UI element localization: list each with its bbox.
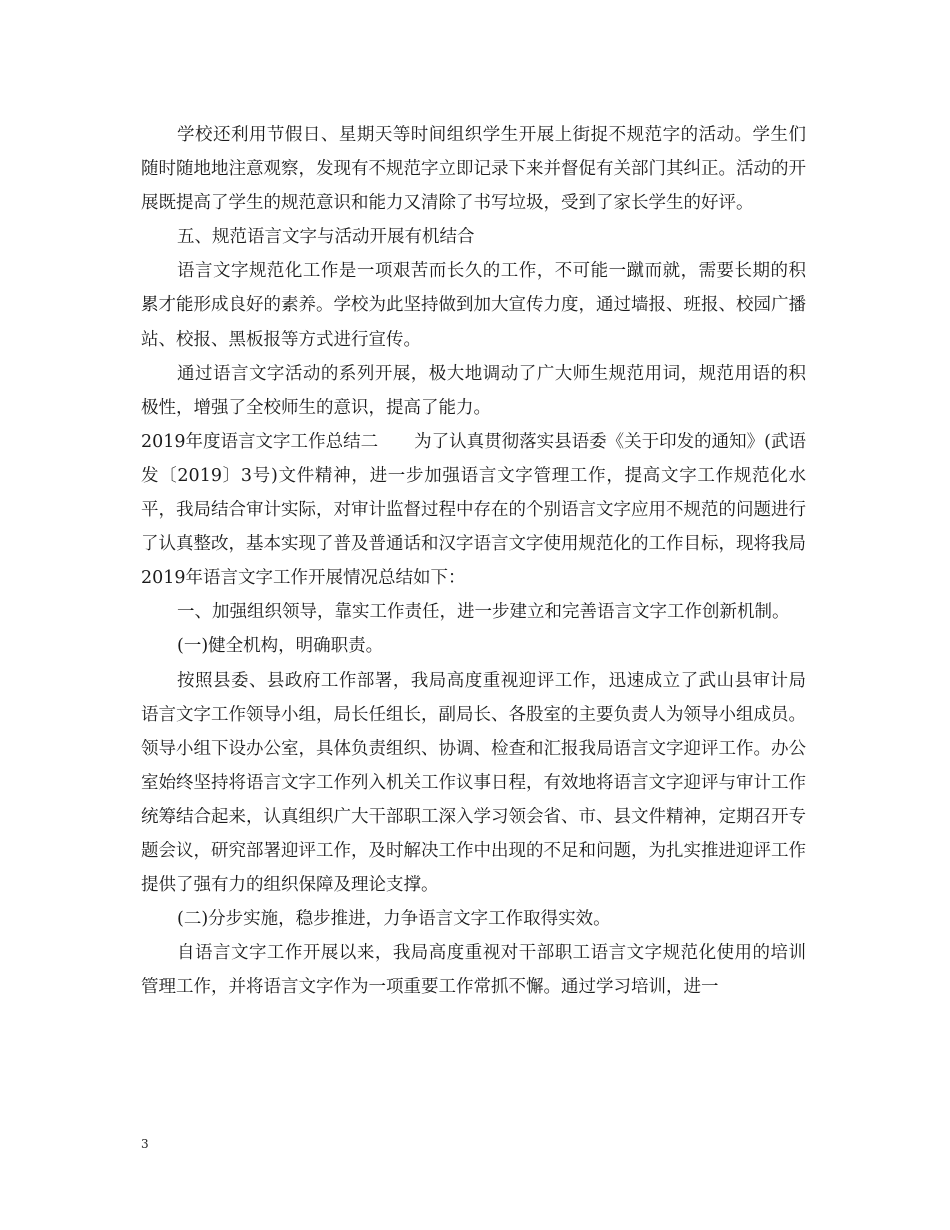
paragraph-training: 自语言文字工作开展以来，我局高度重视对干部职工语言文字规范化使用的培训管理工作，并将语言文字作为一项重要工作常抓不懈。通过学习培训，进一 — [141, 943, 806, 998]
document-body — [141, 118, 806, 1004]
section-lead: 为了认真贯彻落实县语委《关于印发的通知》(武语发〔2019〕3号)文件精神，进一步加强语言文字管理工作，提高文字工作规范化水平，我局结合审计实际，对审计监督过程中存在的个别语言文字应用不规范的问题进行了认真整改，基本实现了普及普通话和汉字语言文字使用规范化的工作目标，现将我局2019年语言文字工作开展情况总结如下： — [141, 431, 807, 589]
heading-part-one: 一、加强组织领导，靠实工作责任，进一步建立和完善语言文字工作创新机制。 — [177, 602, 790, 623]
paragraph-summary-two — [141, 425, 806, 595]
paragraph-activity-results: 通过语言文字活动的系列开展，极大地调动了广大师生规范用词，规范用语的积极性，增强了全校师生的意识，提高了能力。 — [141, 363, 806, 418]
paragraph-leadership-group: 按照县委、县政府工作部署，我局高度重视迎评工作，迅速成立了武山县审计局语言文字工作领导小组，局长任组长，副局长、各股室的主要负责人为领导小组成员。领导小组下设办公室，具体负责组织、协调、检查和汇报我局语言文字迎评工作。办公室始终坚持将语言文字工作列入机关工作议事日程，有效地将语言文字迎评与审计工作统筹结合起来，认真组织广大干部职工深入学习领会省、市、县文件精神，定期召开专题会议，研究部署迎评工作，及时解决工作中出现的不足和问题，为扎实推进迎评工作提供了强有力的组织保障及理论支撑。 — [141, 670, 806, 896]
heading-subsection-two: (二)分步实施，稳步推进，力争语言文字工作取得实效。 — [177, 909, 611, 930]
heading-section-five: 五、规范语言文字与活动开展有机结合 — [177, 227, 475, 248]
section-title: 2019年度语言文字工作总结二 — [141, 431, 379, 452]
paragraph-long-term-work: 语言文字规范化工作是一项艰苦而长久的工作，不可能一蹴而就，需要长期的积累才能形成良好的素养。学校为此坚持做到加大宣传力度，通过墙报、班报、校园广播站、校报、黑板报等方式进行宣传。 — [141, 261, 806, 350]
page-number: 3 — [141, 1137, 149, 1151]
heading-subsection-one: (一)健全机构，明确职责。 — [177, 636, 384, 657]
paragraph-street-activity: 学校还利用节假日、星期天等时间组织学生开展上街捉不规范字的活动。学生们随时随地地注意观察，发现有不规范字立即记录下来并督促有关部门其纠正。活动的开展既提高了学生的规范意识和能力又清除了书写垃圾，受到了家长学生的好评。 — [141, 125, 806, 214]
